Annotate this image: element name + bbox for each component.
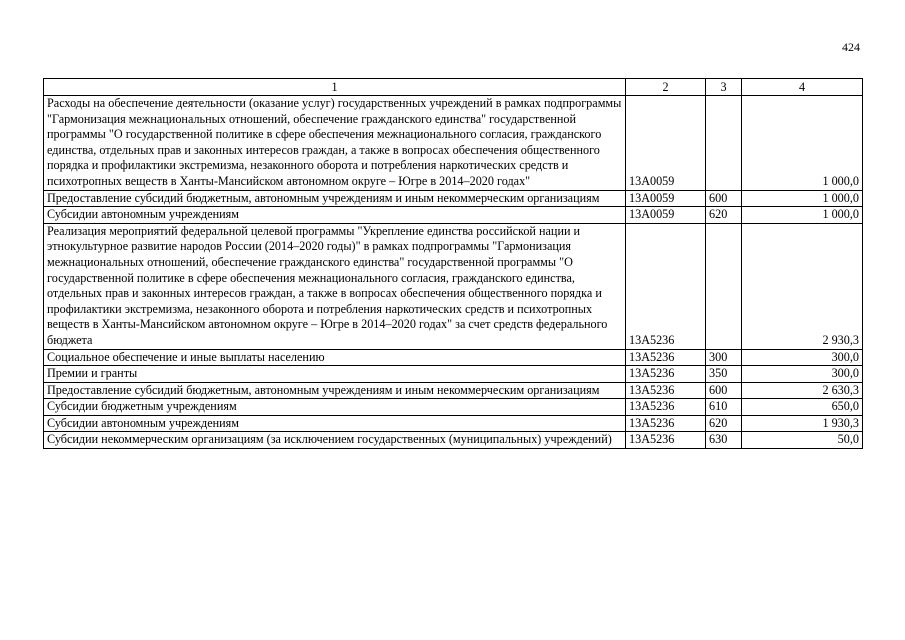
table-row <box>44 399 863 416</box>
budget-table <box>43 78 863 449</box>
header-cell-name: 1 <box>44 79 626 96</box>
row-name: Субсидии бюджетным учреждениям <box>44 399 626 416</box>
table-row <box>44 415 863 432</box>
table-row <box>44 366 863 383</box>
row-name: Предоставление субсидий бюджетным, автономным учреждениям и иным некоммерческим организациям <box>44 382 626 399</box>
row-code: 13А5236 <box>626 366 706 383</box>
row-sum: 300,0 <box>742 349 863 366</box>
row-code: 13А5236 <box>626 415 706 432</box>
row-name: Предоставление субсидий бюджетным, автономным учреждениям и иным некоммерческим организациям <box>44 190 626 207</box>
row-code: 13А0059 <box>626 207 706 224</box>
row-sum: 2 930,3 <box>742 223 863 349</box>
row-sum: 1 000,0 <box>742 190 863 207</box>
row-sum: 1 000,0 <box>742 96 863 191</box>
row-kvr: 630 <box>706 432 742 449</box>
row-code: 13А5236 <box>626 349 706 366</box>
row-kvr: 350 <box>706 366 742 383</box>
table-row <box>44 190 863 207</box>
row-kvr: 620 <box>706 415 742 432</box>
table-header-row <box>44 79 863 96</box>
row-sum: 2 630,3 <box>742 382 863 399</box>
row-name: Социальное обеспечение и иные выплаты населению <box>44 349 626 366</box>
row-name: Субсидии автономным учреждениям <box>44 207 626 224</box>
row-sum: 1 000,0 <box>742 207 863 224</box>
row-code: 13А0059 <box>626 190 706 207</box>
row-sum: 1 930,3 <box>742 415 863 432</box>
row-code: 13А5236 <box>626 382 706 399</box>
row-name: Субсидии некоммерческим организациям (за исключением государственных (муниципальных) учреждений) <box>44 432 626 449</box>
row-kvr: 600 <box>706 190 742 207</box>
page-number: 424 <box>842 40 860 54</box>
row-kvr: 300 <box>706 349 742 366</box>
row-sum: 50,0 <box>742 432 863 449</box>
row-name: Премии и гранты <box>44 366 626 383</box>
table-row <box>44 96 863 191</box>
row-name: Расходы на обеспечение деятельности (оказание услуг) государственных учреждений в рамках подпрограммы "Гармонизация межнациональных отношений, обеспечение гражданского единства" государственной программы "О государственной политике в сфере обеспечения межнационального согласия, гражданского единства, отдельных прав и законных интересов граждан, а также в вопросах обеспечения общественного порядка и профилактики экстремизма, незаконного оборота и потребления наркотических средств и психотропных веществ в Ханты-Мансийском автономном округе – Югре в 2014–2020 годах" <box>44 96 626 191</box>
table-row <box>44 207 863 224</box>
row-name: Реализация мероприятий федеральной целевой программы "Укрепление единства российской нации и этнокультурное развитие народов России (2014–2020 годы)" в рамках подпрограммы "Гармонизация межнациональных отношений, обеспечение гражданского единства" государственной программы "О государственной политике в сфере обеспечения межнационального согласия, гражданского единства, отдельных прав и законных интересов граждан, а также в вопросах обеспечения общественного порядка и профилактики экстремизма, незаконного оборота и потребления наркотических средств и психотропных веществ в Ханты-Мансийском автономном округе – Югре в 2014–2020 годах" за счет средств федерального бюджета <box>44 223 626 349</box>
row-code: 13А0059 <box>626 96 706 191</box>
row-name: Субсидии автономным учреждениям <box>44 415 626 432</box>
header-cell-code: 2 <box>626 79 706 96</box>
row-kvr: 620 <box>706 207 742 224</box>
row-code: 13А5236 <box>626 223 706 349</box>
table-row <box>44 432 863 449</box>
row-code: 13А5236 <box>626 399 706 416</box>
row-sum: 650,0 <box>742 399 863 416</box>
row-kvr <box>706 223 742 349</box>
row-code: 13А5236 <box>626 432 706 449</box>
row-kvr <box>706 96 742 191</box>
table-row <box>44 223 863 349</box>
row-kvr: 600 <box>706 382 742 399</box>
row-sum: 300,0 <box>742 366 863 383</box>
table-row <box>44 382 863 399</box>
table-row <box>44 349 863 366</box>
header-cell-sum: 4 <box>742 79 863 96</box>
row-kvr: 610 <box>706 399 742 416</box>
header-cell-kvr: 3 <box>706 79 742 96</box>
